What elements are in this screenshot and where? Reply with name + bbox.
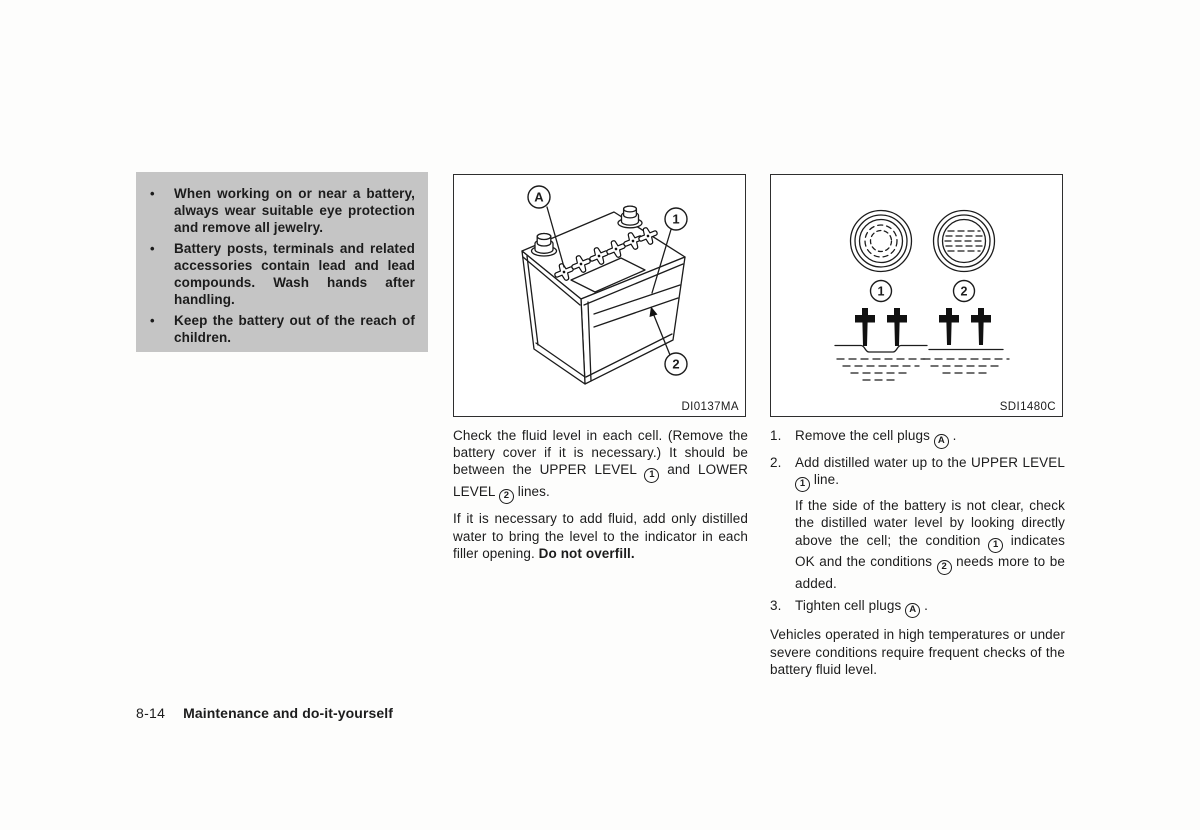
svg-text:1: 1 [672,211,680,227]
circled-2-ref: 2 [499,489,514,504]
text-run: and LOWER LEVEL [453,462,749,499]
text-run: line. [810,471,840,487]
warning-text: When working on or near a battery, always wear suitable eye protection and remove all jewelry. [174,186,415,235]
circled-1-ref: 1 [644,468,659,483]
warning-item [147,312,415,346]
right-text-column [770,427,1065,678]
cell-top-view-ok [851,211,912,272]
text-run: . [920,597,928,613]
warning-text: Keep the battery out of the reach of children. [174,313,415,345]
circled-1-ref: 1 [988,538,1003,553]
text-run: If the side of the battery is not clear, check the distilled water level by looking directly above the cell; the condition [795,498,1065,548]
section-title: Maintenance and do-it-yourself [183,705,394,721]
indicator-side-view-low [923,308,1009,373]
page-number: 8-14 [136,705,166,721]
step-text [795,597,1065,619]
step-2-note [795,497,1065,592]
battery-illustration [454,175,744,415]
text-run: If it is necessary to add fluid, add only distilled water to bring the level to the indicator in each filler opening. [453,511,748,561]
warning-item [147,185,415,236]
indicator-side-view-ok [835,308,927,380]
circled-a-ref: A [905,603,920,618]
step-2 [770,454,1065,592]
cell-top-view-low [934,211,995,272]
text-run: Tighten cell plugs [795,597,906,613]
text-run: . [948,428,957,443]
bullet-icon: • [150,186,155,201]
text-run: needs more to be added. [795,554,1065,591]
text-run: Check the fluid level in each cell. (Remove the battery cover if it is necessary.) It should be between the UPPER LEVEL [453,428,748,478]
text-run: indicates OK and the conditions [795,532,1065,570]
step-1 [770,427,1065,449]
step-number: 3. [770,597,782,613]
paragraph-add-fluid [453,510,748,562]
step-number: 2. [770,454,782,470]
paragraph-severe-conditions: Vehicles operated in high temperatures or under severe conditions require frequent checks of the battery fluid level. [770,627,1065,677]
step-text [795,454,1065,592]
step-number: 1. [770,428,782,443]
circled-1-ref: 1 [795,477,810,492]
svg-text:1: 1 [877,284,885,299]
figure-battery [453,174,746,417]
step-3 [770,597,1065,619]
callout-1 [871,281,892,302]
figure-caption: SDI1480C [999,401,1056,413]
bullet-icon: • [150,241,155,256]
svg-text:2: 2 [672,356,680,372]
warning-item [147,240,415,308]
callout-2 [954,281,975,302]
text-run: Remove the cell plugs [795,428,934,443]
figure-caption: DI0137MA [681,401,739,413]
text-run: Add distilled water up to the UPPER LEVEL [795,454,1065,470]
circled-a-ref: A [934,434,949,449]
warning-box [136,172,428,352]
center-text-column [453,427,748,562]
figure-fluid-level [770,174,1063,417]
step-text [795,427,1065,449]
warning-text: Battery posts, terminals and related accessories contain lead and lead compounds. Wash hands after handling. [174,241,415,307]
paragraph-fluid-check [453,427,748,504]
fluid-level-illustration [771,175,1061,415]
do-not-overfill-warning: Do not overfill. [538,545,635,561]
svg-text:2: 2 [960,284,968,299]
svg-text:A: A [534,189,544,205]
circled-2-ref: 2 [937,560,952,575]
bullet-icon: • [150,313,155,328]
text-run: lines. [513,483,550,499]
page-footer [136,705,393,721]
